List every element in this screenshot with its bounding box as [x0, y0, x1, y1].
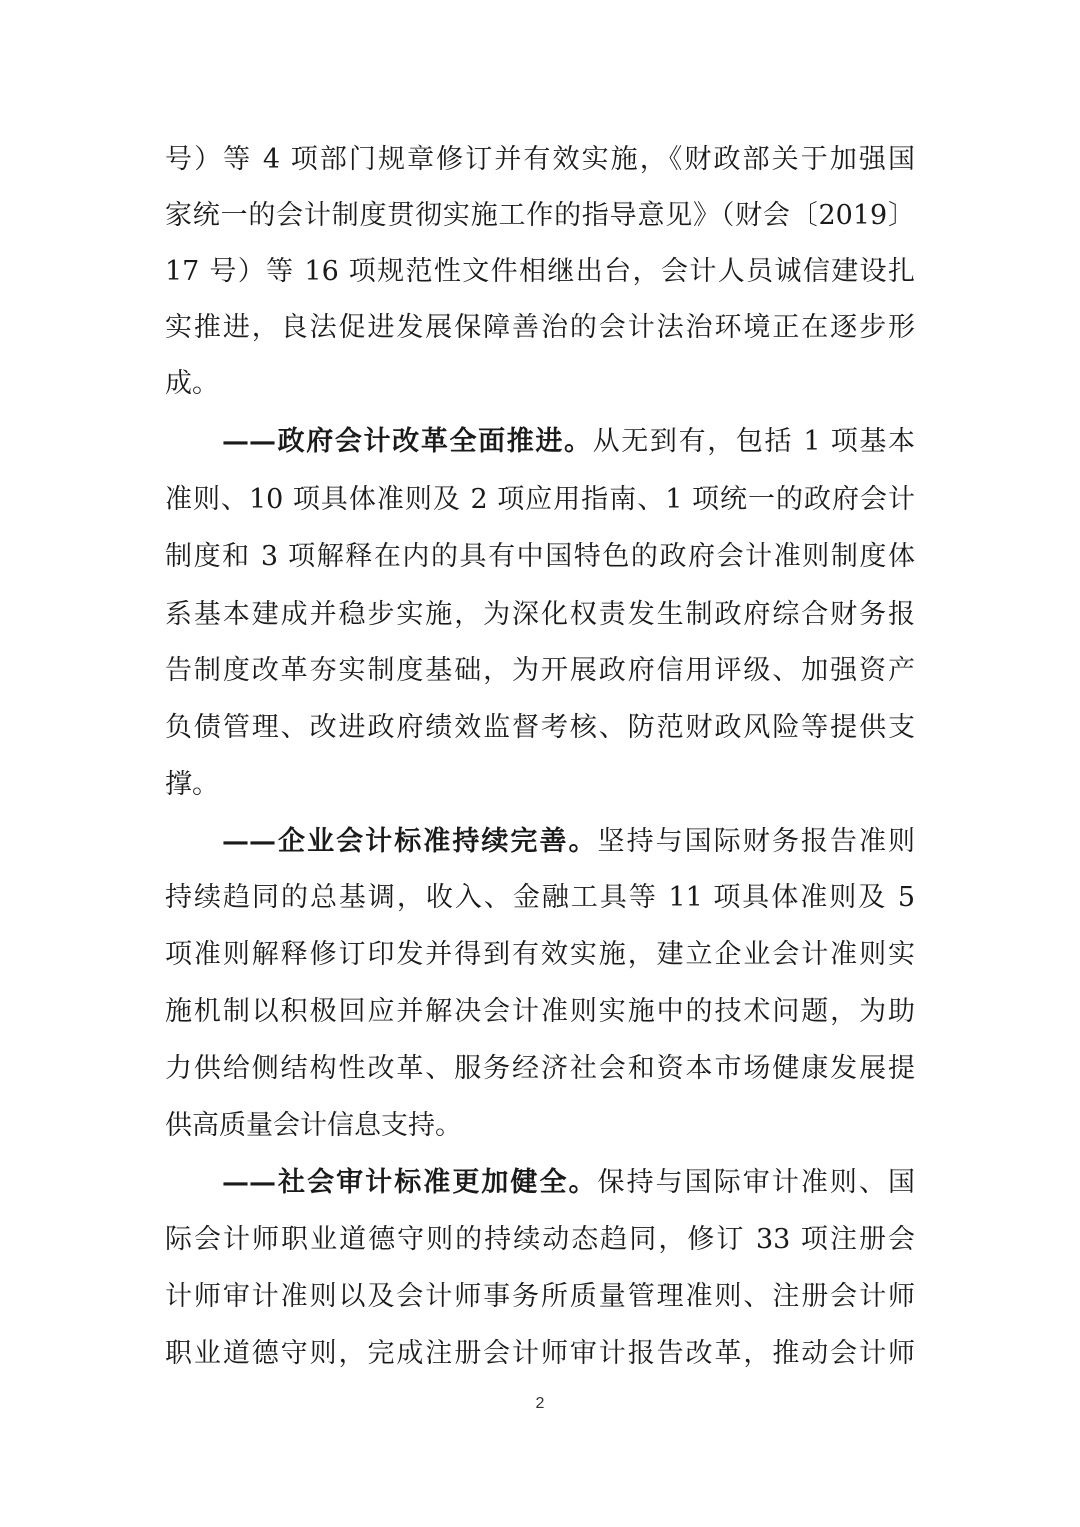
paragraph-1-line-4: 实推进，良法促进发展保障善治的会计法治环境正在逐步形: [165, 312, 915, 343]
paragraph-3-line-5: 力供给侧结构性改革、服务经济社会和资本市场健康发展提: [165, 1053, 915, 1084]
paragraph-4-line-2: 际会计师职业道德守则的持续动态趋同，修订 33 项注册会: [165, 1224, 915, 1255]
paragraph-2-line-6: 负债管理、改进政府绩效监督考核、防范财政风险等提供支: [165, 712, 915, 743]
paragraph-3-line-3: 项准则解释修订印发并得到有效实施，建立企业会计准则实: [165, 939, 915, 970]
paragraph-3-line-4: 施机制以积极回应并解决会计准则实施中的技术问题，为助: [165, 996, 915, 1027]
paragraph-2-heading: ——政府会计改革全面推进。: [222, 426, 593, 457]
paragraph-1-line-5: 成。: [165, 368, 219, 399]
paragraph-2-line-2: 准则、10 项具体准则及 2 项应用指南、1 项统一的政府会计: [165, 484, 915, 515]
paragraph-3-heading: ——企业会计标准持续完善。: [222, 826, 598, 857]
paragraph-3-line-1: [222, 822, 915, 862]
paragraph-3-line-6: 供高质量会计信息支持。: [165, 1110, 462, 1141]
paragraph-4-heading: ——社会审计标准更加健全。: [222, 1167, 598, 1198]
paragraph-2-line-1-text: 从无到有，包括 1 项基本: [592, 426, 916, 457]
page-number: 2: [535, 1395, 545, 1412]
paragraph-4-line-1-text: 保持与国际审计准则、国: [597, 1167, 916, 1198]
paragraph-4-line-3: 计师审计准则以及会计师事务所质量管理准则、注册会计师: [165, 1281, 915, 1312]
paragraph-1-line-3: 17 号）等 16 项规范性文件相继出台，会计人员诚信建设扎: [165, 256, 915, 287]
paragraph-2-line-7: 撑。: [165, 769, 219, 800]
paragraph-2-line-3: 制度和 3 项解释在内的具有中国特色的政府会计准则制度体: [165, 541, 915, 572]
paragraph-3-line-1-text: 坚持与国际财务报告准则: [597, 826, 916, 857]
paragraph-2-line-1: [222, 422, 915, 462]
paragraph-1-line-1: 号）等 4 项部门规章修订并有效实施，《财政部关于加强国: [165, 144, 915, 175]
paragraph-2-line-4: 系基本建成并稳步实施，为深化权责发生制政府综合财务报: [165, 599, 915, 630]
paragraph-4-line-4: 职业道德守则，完成注册会计师审计报告改革，推动会计师: [165, 1338, 915, 1369]
paragraph-1-line-2: 家统一的会计制度贯彻实施工作的指导意见》（财会〔2019〕: [165, 200, 915, 231]
paragraph-2-line-5: 告制度改革夯实制度基础，为开展政府信用评级、加强资产: [165, 655, 915, 686]
paragraph-3-line-2: 持续趋同的总基调，收入、金融工具等 11 项具体准则及 5: [165, 882, 915, 913]
paragraph-4-line-1: [222, 1163, 915, 1203]
